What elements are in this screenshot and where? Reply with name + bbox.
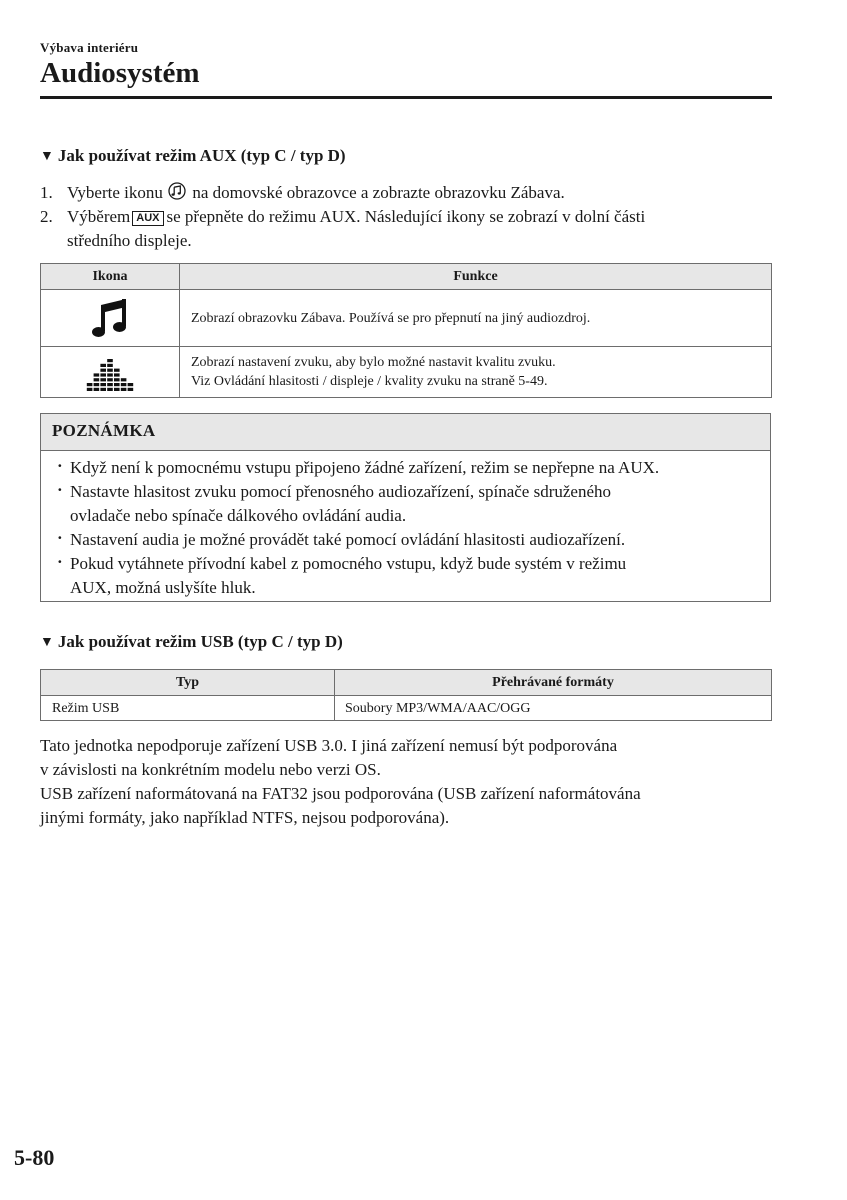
note-item xyxy=(57,456,760,480)
note-title: POZNÁMKA xyxy=(52,421,156,440)
title-rule xyxy=(40,96,772,99)
step-2 xyxy=(40,205,780,229)
paragraph-line: Tato jednotka nepodporuje zařízení USB 3.0. I jiná zařízení nemusí být podporována xyxy=(40,736,618,755)
table-row xyxy=(41,347,772,398)
table-cell-icon xyxy=(41,290,180,347)
note-header xyxy=(41,414,770,451)
paragraph-line: USB zařízení naformátovaná na FAT32 jsou podporována (USB zařízení naformátována xyxy=(40,784,641,803)
note-line: Když není k pomocnému vstupu připojeno žádné zařízení, režim se nepřepne na AUX. xyxy=(70,458,660,477)
usb-table xyxy=(40,669,772,721)
aux-steps xyxy=(40,181,780,253)
table-header-formats: Přehrávané formáty xyxy=(335,670,772,696)
note-line: AUX, možná uslyšíte hluk. xyxy=(70,578,256,597)
step-number: 1. xyxy=(40,183,53,202)
step-text-after: na domovské obrazovce a zobrazte obrazovku Zábava. xyxy=(192,183,565,202)
step-1 xyxy=(40,181,780,205)
aux-heading-text: Jak používat režim AUX (typ C / typ D) xyxy=(57,146,346,165)
step-text-after: se přepněte do režimu AUX. Následující ikony se zobrazí v dolní části xyxy=(166,207,646,226)
step-number: 2. xyxy=(40,207,53,226)
note-line: Nastavte hlasitost zvuku pomocí přenosného audiozařízení, spínače sdruženého xyxy=(70,482,611,501)
note-item xyxy=(57,552,760,600)
function-text: Zobrazí obrazovku Zábava. Používá se pro přepnutí na jiný audiozdroj. xyxy=(191,310,591,326)
table-header-icon: Ikona xyxy=(41,264,180,290)
triangle-down-icon: ▼ xyxy=(40,149,54,164)
page-title: Audiosystém xyxy=(40,57,200,89)
note-line: Nastavení audia je možné provádět také pomocí ovládání hlasitosti audiozařízení. xyxy=(70,530,626,549)
note-list xyxy=(57,456,760,600)
table-row xyxy=(41,290,772,347)
step-text: Výběrem xyxy=(67,207,131,226)
table-cell-icon xyxy=(41,347,180,398)
note-line: Pokud vytáhnete přívodní kabel z pomocného vstupu, když bude systém v režimu xyxy=(70,554,627,573)
aux-key-icon: AUX xyxy=(132,211,163,226)
paragraph-line: jinými formáty, jako například NTFS, nejsou podporována). xyxy=(40,808,450,827)
table-cell-type: Režim USB xyxy=(41,696,335,721)
paragraph-line: v závislosti na konkrétním modelu nebo verzi OS. xyxy=(40,760,381,779)
table-header-type: Typ xyxy=(41,670,335,696)
note-item xyxy=(57,528,760,552)
equalizer-icon xyxy=(86,352,134,392)
usb-paragraph xyxy=(40,734,780,830)
function-text: Zobrazí nastavení zvuku, aby bylo možné nastavit kvalitu zvuku. xyxy=(191,355,556,370)
section-label: Výbava interiéru xyxy=(40,40,139,55)
icon-table xyxy=(40,263,772,398)
usb-heading-text: Jak používat režim USB (typ C / typ D) xyxy=(57,632,343,651)
page-number: 5-80 xyxy=(14,1145,55,1170)
step-text: Vyberte ikonu xyxy=(67,183,163,202)
table-cell-function xyxy=(180,347,772,398)
aux-heading xyxy=(40,146,346,166)
table-cell-formats: Soubory MP3/WMA/AAC/OGG xyxy=(335,696,772,721)
music-note-circle-icon xyxy=(168,182,186,200)
music-note-icon xyxy=(88,296,132,340)
triangle-down-icon: ▼ xyxy=(40,635,54,650)
usb-heading xyxy=(40,632,343,652)
table-header-function: Funkce xyxy=(180,264,772,290)
function-text: Viz Ovládání hlasitosti / displeje / kvality zvuku na straně 5-49. xyxy=(191,374,548,389)
table-cell-function xyxy=(180,290,772,347)
note-item xyxy=(57,480,760,528)
note-box xyxy=(40,413,771,602)
table-row xyxy=(41,696,772,721)
step-2-continued: středního displeje. xyxy=(67,231,192,250)
note-line: ovladače nebo spínače dálkového ovládání audia. xyxy=(70,506,407,525)
